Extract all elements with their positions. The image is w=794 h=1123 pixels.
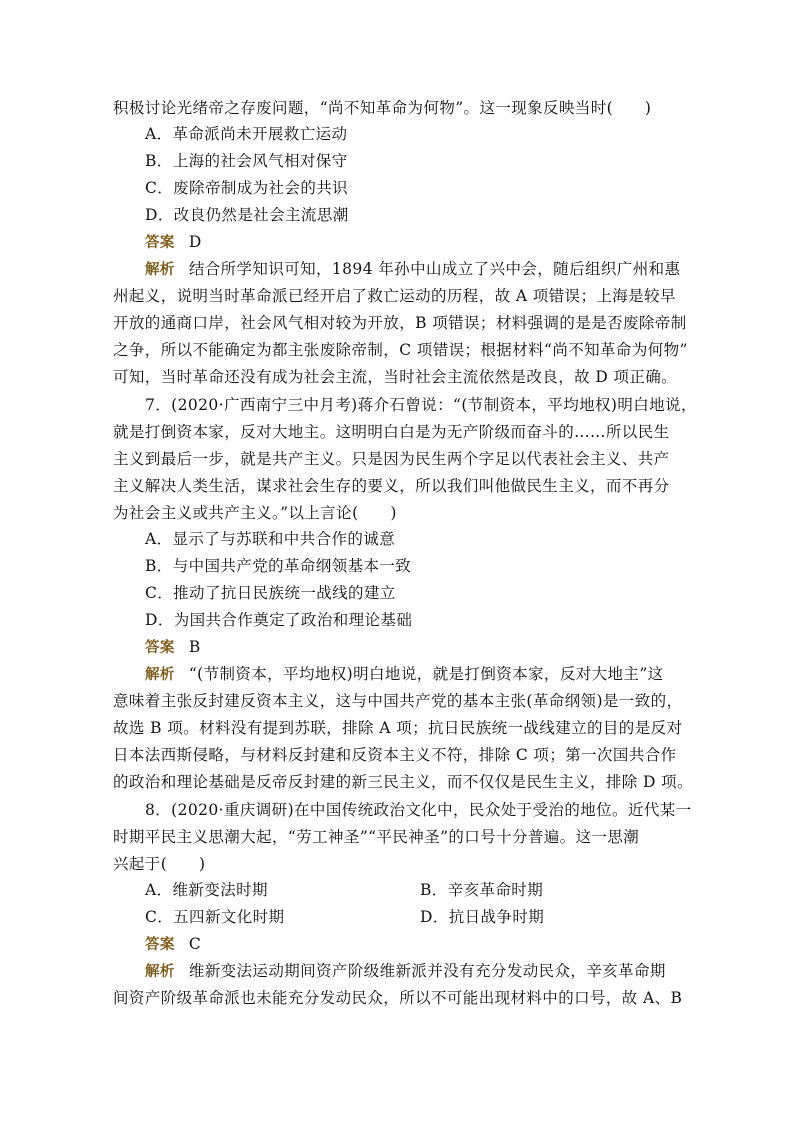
q7-option-b: B．与中国共产党的革命纲领基本一致 (145, 557, 412, 575)
analysis-label: 解析 (145, 262, 175, 278)
q8-option-a: A．维新变法时期 (145, 881, 268, 899)
answer-value: C (188, 935, 202, 953)
q6-analysis-line-4: 之争，所以不能确定为都主张废除帝制，C 项错误；根据材料“尚不知革命为何物” (113, 341, 688, 359)
q6-stem-tail: 积极讨论光绪帝之存废问题，“尚不知革命为何物”。这一现象反映当时( ) (113, 99, 652, 117)
q7-stem-line-4: 主义解决人类生活，谋求社会生存的要义，所以我们叫他做民生主义，而不再分 (113, 477, 670, 495)
q6-analysis-line-2: 州起义，说明当时革命派已经开启了救亡运动的历程，故 A 项错误；上海是较早 (113, 287, 676, 305)
q8-analysis-line-2: 间资产阶级革命派也未能充分发动民众，所以不可能出现材料中的口号，故 A、B (113, 989, 683, 1007)
q6-option-b: B．上海的社会风气相对保守 (145, 152, 348, 170)
q8-stem-line-2: 时期平民主义思潮大起，“劳工神圣”“平民神圣”的口号十分普遍。这一思潮 (113, 828, 640, 846)
q6-analysis-line-3: 开放的通商口岸，社会风气相对较为开放，B 项错误；材料强调的是是否废除帝制 (113, 314, 687, 332)
q8-option-b: B．辛亥革命时期 (420, 881, 544, 899)
q6-analysis-line-1 (145, 259, 715, 280)
q7-analysis-line-1 (145, 664, 715, 685)
q8-analysis-line-1 (145, 961, 715, 982)
q7-analysis-line-2: 意味着主张反封建反资本主义，这与中国共产党的基本主张(革命纲领)是一致的， (113, 692, 683, 710)
q7-stem-line-2: 就是打倒资本家，反对大地主。这明明白白是为无产阶级而奋斗的……所以民生 (113, 423, 670, 441)
q7-option-c: C．推动了抗日民族统一战线的建立 (145, 584, 396, 602)
q6-option-d: D．改良仍然是社会主流思潮 (145, 206, 349, 224)
q7-answer (145, 637, 715, 658)
q8-option-c: C．五四新文化时期 (145, 908, 285, 926)
q8-stem-line-3: 兴起于( ) (113, 855, 206, 873)
q6-analysis-line-5: 可知，当时革命还没有成为社会主流，当时社会主流依然是改良，故 D 项正确。 (113, 368, 678, 386)
q7-analysis-line-5: 的政治和理论基础是反帝反封建的新三民主义，而不仅仅是民生主义，排除 D 项。 (113, 773, 693, 791)
analysis-text: “(节制资本，平均地权)明白地说，就是打倒资本家，反对大地主”这 (188, 665, 664, 683)
q6-option-c: C．废除帝制成为社会的共识 (145, 179, 349, 197)
analysis-label: 解析 (145, 667, 175, 683)
answer-label: 答案 (145, 937, 175, 953)
answer-label: 答案 (145, 640, 175, 656)
q7-stem-line-1: 7．(2020·广西南宁三中月考)蒋介石曾说：“(节制资本，平均地权)明白地说， (145, 396, 697, 414)
q6-answer (145, 232, 715, 253)
analysis-text: 维新变法运动期间资产阶级维新派并没有充分发动民众，辛亥革命期 (188, 962, 666, 980)
answer-value: D (188, 233, 202, 251)
answer-label: 答案 (145, 235, 175, 251)
analysis-text: 结合所学知识可知，1894 年孙中山成立了兴中会，随后组织广州和惠 (188, 260, 681, 278)
q7-stem-line-5: 为社会主义或共产主义。”以上言论( ) (113, 504, 397, 522)
q6-option-a: A．革命派尚未开展救亡运动 (145, 125, 348, 143)
q7-analysis-line-4: 日本法西斯侵略，与材料反封建和反资本主义不符，排除 C 项；第一次国共合作 (113, 746, 677, 764)
q7-stem-line-3: 主义到最后一步，就是共产主义。只是因为民生两个字足以代表社会主义、共产 (113, 450, 670, 468)
q8-stem-line-1: 8．(2020·重庆调研)在中国传统政治文化中，民众处于受治的地位。近代某一 (145, 801, 692, 819)
q7-analysis-line-3: 故选 B 项。材料没有提到苏联，排除 A 项；抗日民族统一战线建立的目的是反对 (113, 719, 683, 737)
q7-option-a: A．显示了与苏联和中共合作的诚意 (145, 530, 396, 548)
analysis-label: 解析 (145, 964, 175, 980)
answer-value: B (188, 638, 201, 656)
q8-option-d: D．抗日战争时期 (420, 908, 545, 926)
q7-option-d: D．为国共合作奠定了政治和理论基础 (145, 611, 413, 629)
q8-answer (145, 934, 715, 955)
